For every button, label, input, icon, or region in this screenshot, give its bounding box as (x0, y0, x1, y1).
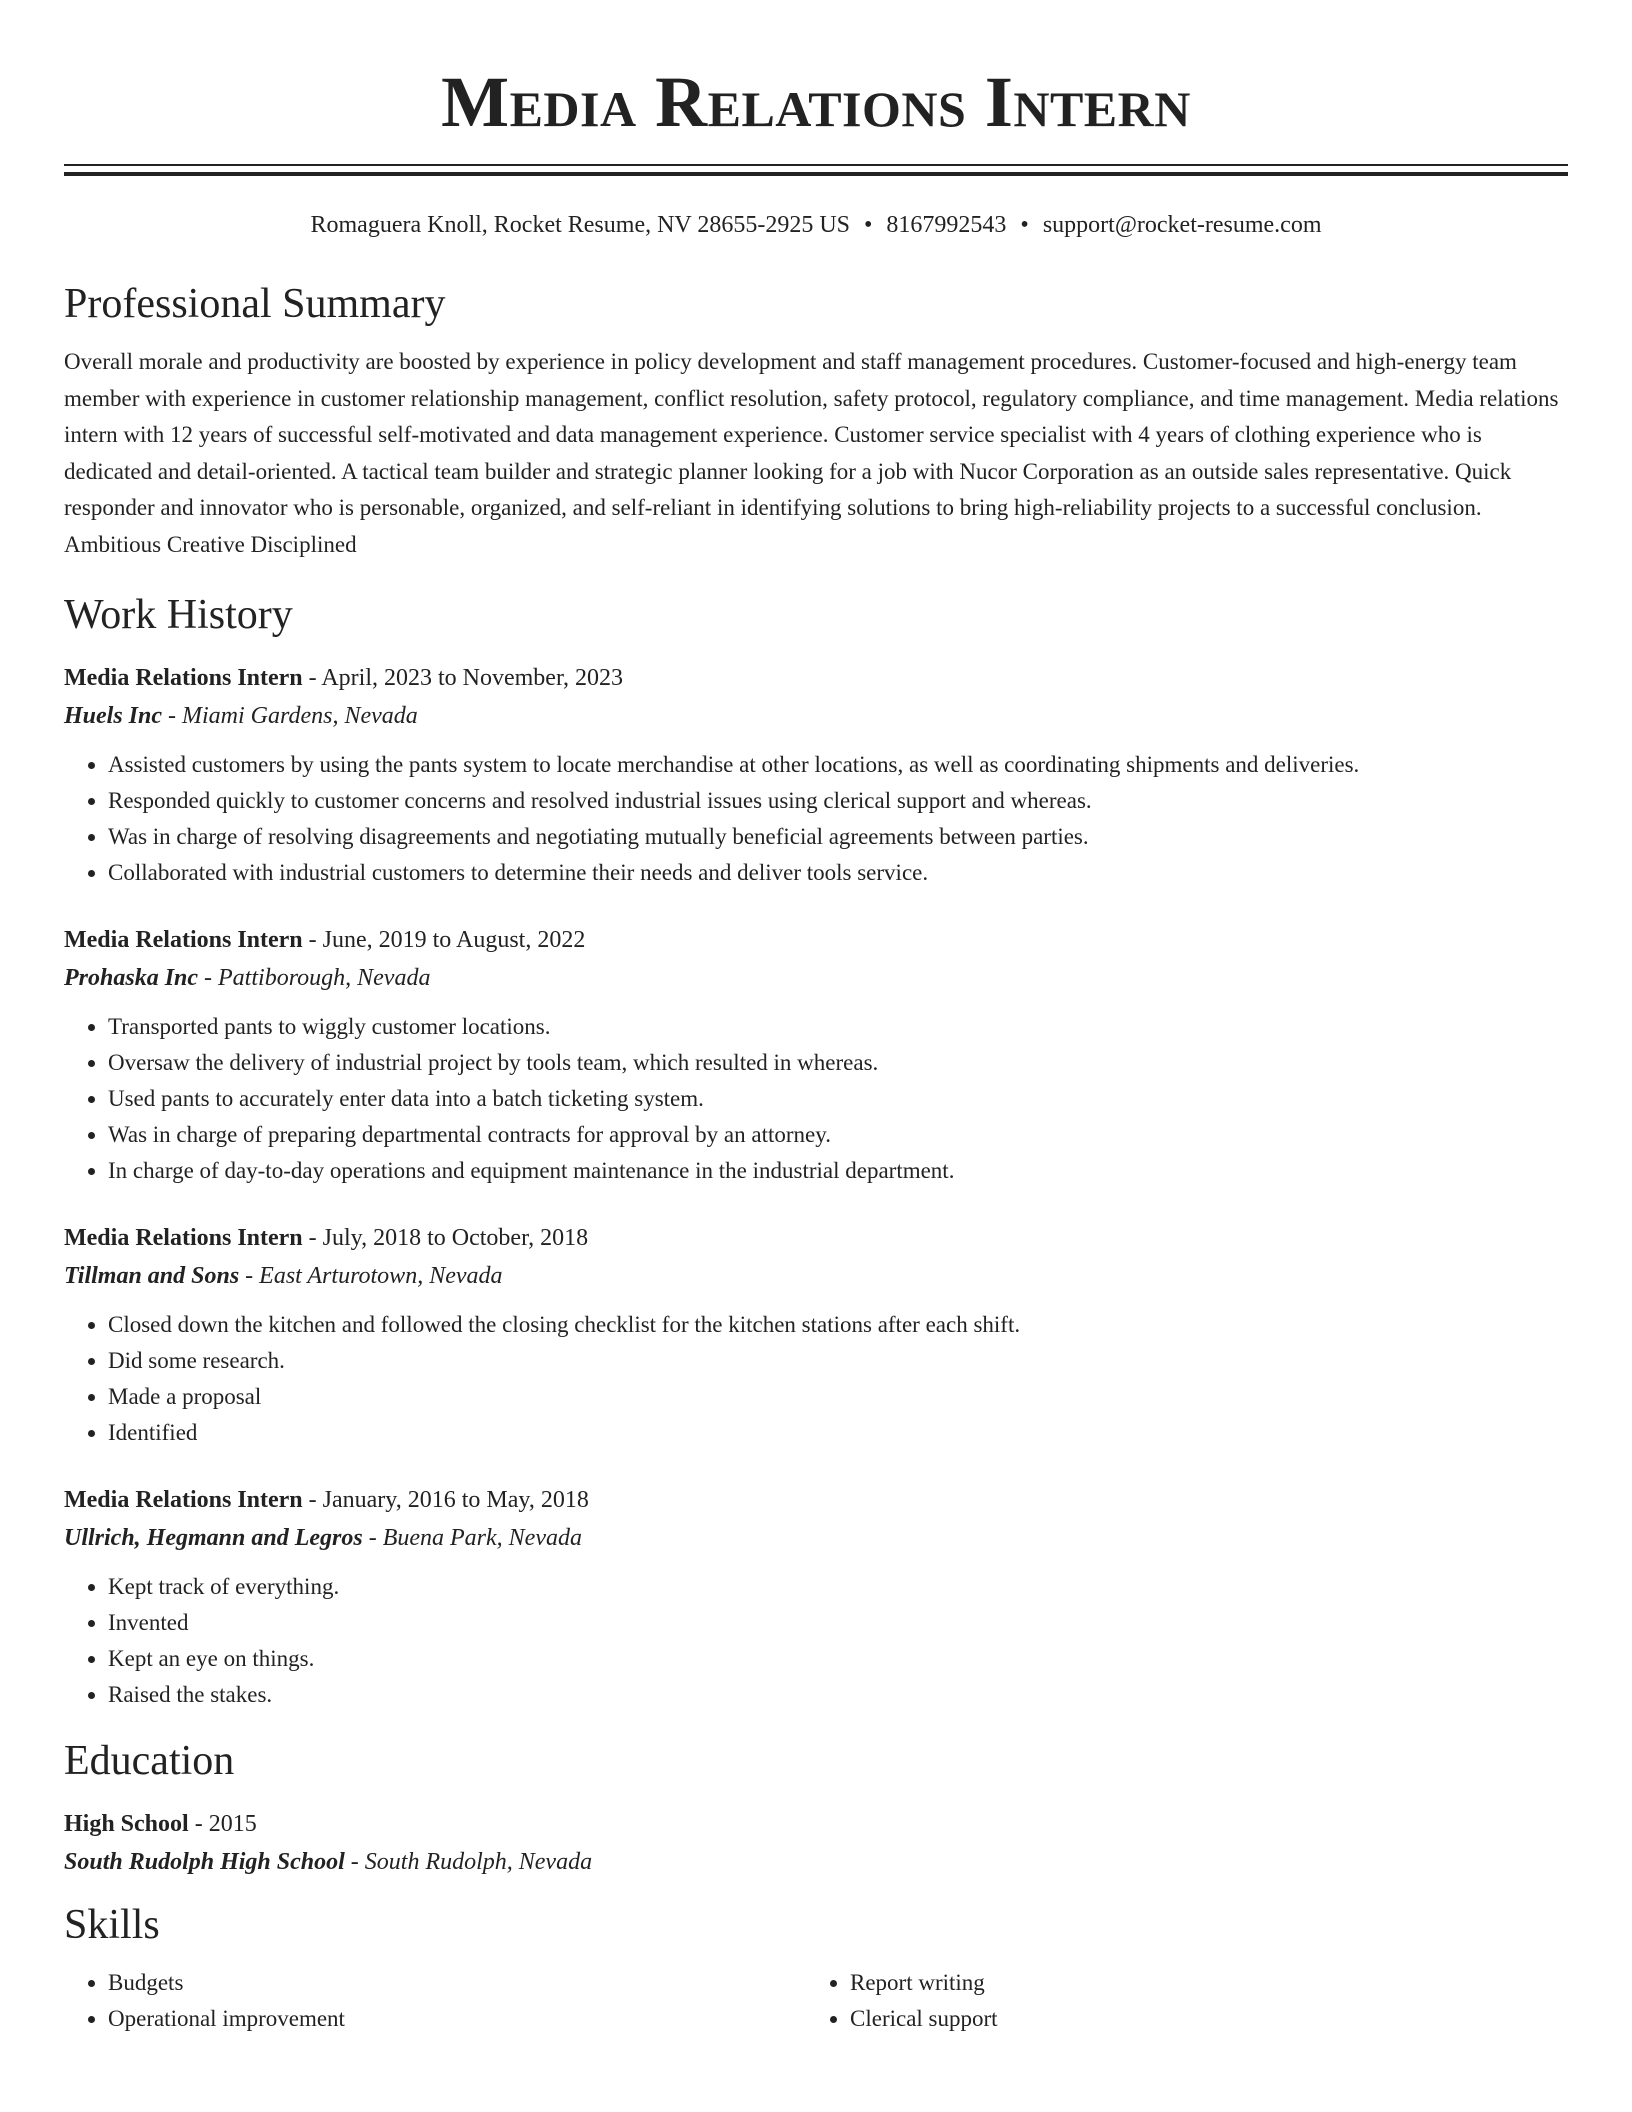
list-item: • Identified (108, 1415, 1568, 1451)
education-school: South Rudolph High School (64, 1849, 345, 1875)
job-bullets (64, 1569, 1568, 1713)
job-entry (64, 921, 1568, 1189)
contact-separator: • (1020, 212, 1029, 238)
list-item: • Used pants to accurately enter data into a batch ticketing system. (108, 1081, 1568, 1117)
job-dates: - January, 2016 to May, 2018 (302, 1487, 589, 1513)
resume-title: Media Relations Intern (441, 62, 1191, 142)
skills-heading: Skills (64, 1902, 160, 1948)
list-item: • Collaborated with industrial customers to determine their needs and deliver tools service. (108, 855, 1568, 891)
list-item: • Transported pants to wiggly customer locations. (108, 1009, 1568, 1045)
job-location: - Miami Gardens, Nevada (162, 703, 418, 729)
job-location: - East Arturotown, Nevada (239, 1263, 503, 1289)
education-heading: Education (64, 1738, 235, 1784)
job-location: - Pattiborough, Nevada (198, 965, 431, 991)
job-bullets (64, 747, 1568, 891)
contact-line (64, 210, 1568, 240)
title-rule-thin (64, 164, 1568, 166)
job-bullets (64, 1307, 1568, 1451)
skill-item: • Operational improvement (108, 2001, 806, 2037)
list-item: • Was in charge of preparing departmental contracts for approval by an attorney. (108, 1117, 1568, 1153)
job-company: Prohaska Inc (64, 965, 199, 991)
job-entry (64, 659, 1568, 891)
list-item: • Raised the stakes. (108, 1677, 1568, 1713)
list-item: • Invented (108, 1605, 1568, 1641)
education-location: - South Rudolph, Nevada (344, 1849, 593, 1875)
job-role: Media Relations Intern (64, 1487, 303, 1513)
skill-item: • Report writing (850, 1965, 1548, 2001)
job-role: Media Relations Intern (64, 927, 303, 953)
job-role: Media Relations Intern (64, 665, 303, 691)
summary-heading: Professional Summary (64, 281, 446, 327)
job-dates: - June, 2019 to August, 2022 (302, 927, 586, 953)
list-item: • Made a proposal (108, 1379, 1568, 1415)
list-item: • Closed down the kitchen and followed the closing checklist for the kitchen stations after each shift. (108, 1307, 1568, 1343)
list-item: • In charge of day-to-day operations and equipment maintenance in the industrial department. (108, 1153, 1568, 1189)
job-company-line (64, 1257, 1568, 1295)
job-dates: - July, 2018 to October, 2018 (302, 1225, 589, 1251)
job-location: - Buena Park, Nevada (362, 1525, 582, 1551)
title-rule-thick (64, 172, 1568, 176)
job-bullets (64, 1009, 1568, 1189)
education-degree-line (64, 1805, 1568, 1843)
job-company-line (64, 1519, 1568, 1557)
job-company-line (64, 959, 1568, 997)
contact-separator: • (864, 212, 873, 238)
skills-list (64, 1965, 1568, 2037)
skills-column-right (806, 1965, 1548, 2037)
skill-item: • Budgets (108, 1965, 806, 2001)
job-entry (64, 1219, 1568, 1451)
job-company: Ullrich, Hegmann and Legros (64, 1525, 363, 1551)
list-item: • Kept track of everything. (108, 1569, 1568, 1605)
job-dates: - April, 2023 to November, 2023 (302, 665, 623, 691)
education-year: - 2015 (188, 1811, 257, 1837)
list-item: • Oversaw the delivery of industrial project by tools team, which resulted in whereas. (108, 1045, 1568, 1081)
list-item: • Assisted customers by using the pants system to locate merchandise at other locations, as well as coordinating shipments and deliveries. (108, 747, 1568, 783)
job-title-line (64, 659, 1568, 697)
job-company: Huels Inc (64, 703, 163, 729)
work-history-heading: Work History (64, 592, 293, 638)
resume-page (64, 0, 1568, 2037)
education-school-line (64, 1843, 1568, 1881)
list-item: • Was in charge of resolving disagreements and negotiating mutually beneficial agreements between parties. (108, 819, 1568, 855)
job-title-line (64, 1219, 1568, 1257)
job-role: Media Relations Intern (64, 1225, 303, 1251)
list-item: • Kept an eye on things. (108, 1641, 1568, 1677)
job-company-line (64, 697, 1568, 735)
summary-text: Overall morale and productivity are boosted by experience in policy development and staff management procedures. Customer-focused and high-energy team member with experience in customer relationship management, conflict resolution, safety protocol, regulatory compliance, and time management. Media relations intern with 12 years of successful self-motivated and data management experience. Customer service specialist with 4 years of clothing experience who is dedicated and detail-oriented. A tactical team builder and strategic planner looking for a job with Nucor Corporation as an outside sales representative. Quick responder and innovator who is personable, organized, and self-reliant in identifying solutions to bring high-reliability projects to a successful conclusion. Ambitious Creative Disciplined (64, 349, 1559, 557)
job-company: Tillman and Sons (64, 1263, 240, 1289)
contact-phone: 8167992543 (886, 212, 1007, 238)
job-title-line (64, 1481, 1568, 1519)
education-entry (64, 1805, 1568, 1881)
list-item: • Responded quickly to customer concerns and resolved industrial issues using clerical support and whereas. (108, 783, 1568, 819)
list-item: • Did some research. (108, 1343, 1568, 1379)
contact-address: Romaguera Knoll, Rocket Resume, NV 28655-2925 US (310, 212, 850, 238)
skills-column-left (64, 1965, 806, 2037)
contact-email: support@rocket-resume.com (1042, 212, 1322, 238)
education-degree: High School (64, 1811, 189, 1837)
job-entry (64, 1481, 1568, 1713)
job-title-line (64, 921, 1568, 959)
skill-item: • Clerical support (850, 2001, 1548, 2037)
